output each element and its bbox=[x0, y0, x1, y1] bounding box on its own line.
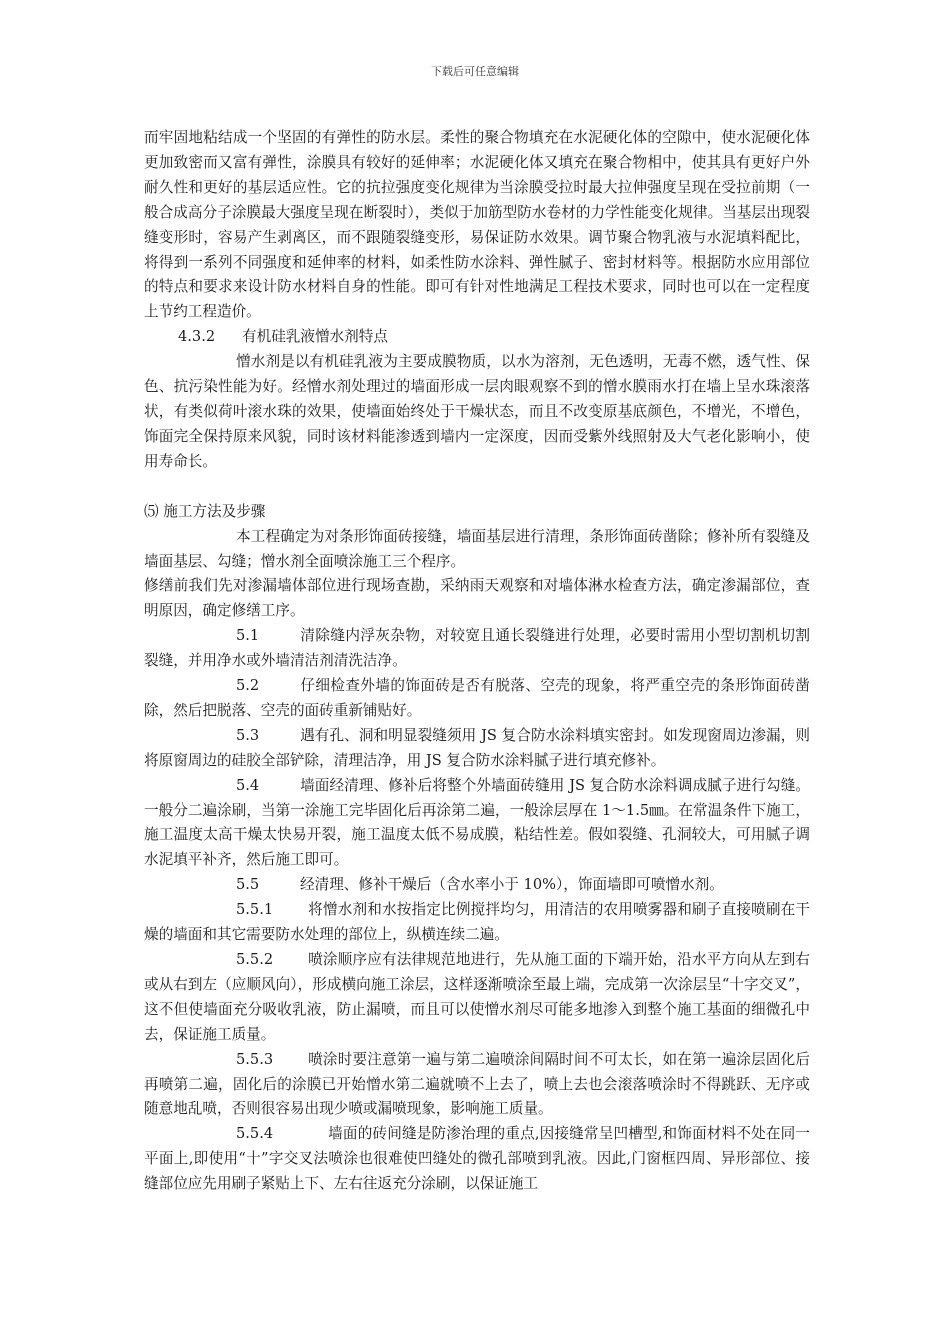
step-text: 清除缝内浮灰杂物，对较宽且通长裂缝进行处理，必要时需用小型切割机切割裂缝，并用净水或外墙清洁剂清洗洁净。 bbox=[144, 627, 810, 670]
step-text: 将憎水剂和水按指定比例搅拌均匀，用清洁的农用喷雾器和刷子直接喷刷在干燥的墙面和其它需要防水处理的部位上，纵横连续二遍。 bbox=[144, 901, 810, 944]
step-text: 墙面经清理、修补后将整个外墙面砖缝用 JS 复合防水涂料调成腻子进行勾缝。一般分二遍涂刷，当第一涂施工完毕固化后再涂第二遍，一般涂层厚在 1～1.5㎜。在常温条件下施工，施工温度太高干燥太快易开裂，施工温度太低不易成膜，粘结性差。假如裂缝、孔洞较大，可用腻子调水泥填平补齐，然后施工即可。 bbox=[144, 776, 810, 869]
step-5-4 bbox=[144, 774, 810, 874]
section-5-paragraph-1: 本工程确定为对条形饰面砖接缝，墙面基层进行清理，条形饰面砖凿除；修补所有裂缝及墙面基层、勾缝；憎水剂全面喷涂施工三个程序。 bbox=[144, 527, 810, 570]
step-text: 遇有孔、洞和明显裂缝须用 JS 复合防水涂料填实密封。如发现窗周边渗漏，则将原窗周边的硅胶全部铲除，清理洁净，用 JS 复合防水涂料腻子进行填充修补。 bbox=[144, 726, 810, 769]
step-5-5-2 bbox=[144, 948, 810, 1048]
section-4-3-2-paragraph: 憎水剂是以有机硅乳液为主要成膜物质，以水为溶剂，无色透明，无毒不燃，透气性、保色、抗污染性能为好。经憎水剂处理过的墙面形成一层肉眼观察不到的憎水膜雨水打在墙上呈水珠滚落状，有类似荷叶滚水珠的效果，使墙面始终处于干燥状态，而且不改变原基底颜色，不增光，不增色，饰面完全保持原来风貌，同时该材料能渗透到墙内一定深度，因而受紫外线照射及大气老化影响小，使用寿命长。 bbox=[144, 353, 810, 470]
step-number: 5.3 bbox=[236, 726, 260, 744]
step-text: 喷涂时要注意第一遍与第二遍喷涂间隔时间不可太长，如在第一遍涂层固化后再喷第二遍，固化后的涂膜已开始憎水第二遍就喷不上去了，喷上去也会滚落喷涂时不得跳跃、无序或随意地乱喷，否则很容易出现少喷或漏喷现象，影响施工质量。 bbox=[144, 1050, 810, 1118]
section-number: 4.3.2 bbox=[178, 328, 216, 346]
step-5-5-3 bbox=[144, 1048, 810, 1123]
step-number: 5.5.1 bbox=[236, 901, 274, 919]
document-body bbox=[144, 126, 810, 1197]
step-5-3 bbox=[144, 724, 810, 774]
page-header: 下载后可任意编辑 bbox=[431, 65, 519, 78]
step-5-2 bbox=[144, 674, 810, 724]
step-5-1 bbox=[144, 624, 810, 674]
section-4-3-2-heading bbox=[144, 325, 810, 350]
step-text: 喷涂顺序应有法律规范地进行，先从施工面的下端开始，沿水平方向从左到右或从右到左（应顺风向），形成横向施工涂层，这样逐渐喷涂至最上端，完成第一次涂层呈“十字交叉”，这不但使墙面充分吸收乳液，防止漏喷，而且可以使憎水剂尽可能多地渗入到整个施工基面的细微孔中去，保证施工质量。 bbox=[144, 951, 810, 1043]
section-5-heading: ⑸ 施工方法及步骤 bbox=[144, 502, 266, 520]
step-5-5 bbox=[144, 873, 810, 898]
step-number: 5.5 bbox=[236, 876, 260, 894]
step-number: 5.5.3 bbox=[236, 1050, 274, 1068]
section-5-paragraph-2: 修缮前我们先对渗漏墙体部位进行现场查勘，采纳雨天观察和对墙体淋水检查方法，确定渗漏部位，查明原因，确定修缮工序。 bbox=[144, 577, 810, 620]
blank-line bbox=[144, 475, 810, 500]
step-number: 5.1 bbox=[236, 627, 260, 645]
step-5-5-1 bbox=[144, 898, 810, 948]
step-number: 5.5.4 bbox=[236, 1125, 274, 1143]
section-title: 有机硅乳液憎水剂特点 bbox=[242, 328, 388, 346]
step-text: 仔细检查外墙的饰面砖是否有脱落、空壳的现象，将严重空壳的条形饰面砖凿除，然后把脱落、空壳的面砖重新铺贴好。 bbox=[144, 677, 810, 719]
step-5-5-4 bbox=[144, 1122, 810, 1197]
step-text: 经清理、修补干燥后（含水率小于 10%），饰面墙即可喷憎水剂。 bbox=[300, 876, 724, 894]
step-number: 5.4 bbox=[236, 776, 260, 794]
step-text: 墙面的砖间缝是防渗治理的重点,因接缝常呈凹槽型,和饰面材料不处在同一平面上,即使用“十”字交叉法喷涂也很难使凹缝处的微孔部喷到乳液。因此,门窗框四周、异形部位、接缝部位应先用刷子紧贴上下、左右往返充分涂刷，以保证施工 bbox=[144, 1125, 810, 1193]
step-number: 5.2 bbox=[236, 677, 260, 695]
step-number: 5.5.2 bbox=[236, 951, 274, 968]
intro-paragraph: 而牢固地粘结成一个坚固的有弹性的防水层。柔性的聚合物填充在水泥硬化体的空隙中，使水泥硬化体更加致密而又富有弹性，涂膜具有较好的延伸率；水泥硬化体又填充在聚合物相中，使其具有更好户外耐久性和更好的基层适应性。它的抗拉强度变化规律为当涂膜受拉时最大拉伸强度呈现在受拉前期（一般合成高分子涂膜最大强度呈现在断裂时），类似于加筋型防水卷材的力学性能变化规律。当基层出现裂缝变形时，容易产生剥离区，而不跟随裂缝变形，易保证防水效果。调节聚合物乳液与水泥填料配比，将得到一系列不同强度和延伸率的材料，如柔性防水涂料、弹性腻子、密封材料等。根据防水应用部位的特点和要求来设计防水材料自身的性能。即可有针对性地满足工程技术要求，同时也可以在一定程度上节约工程造价。 bbox=[144, 129, 810, 321]
